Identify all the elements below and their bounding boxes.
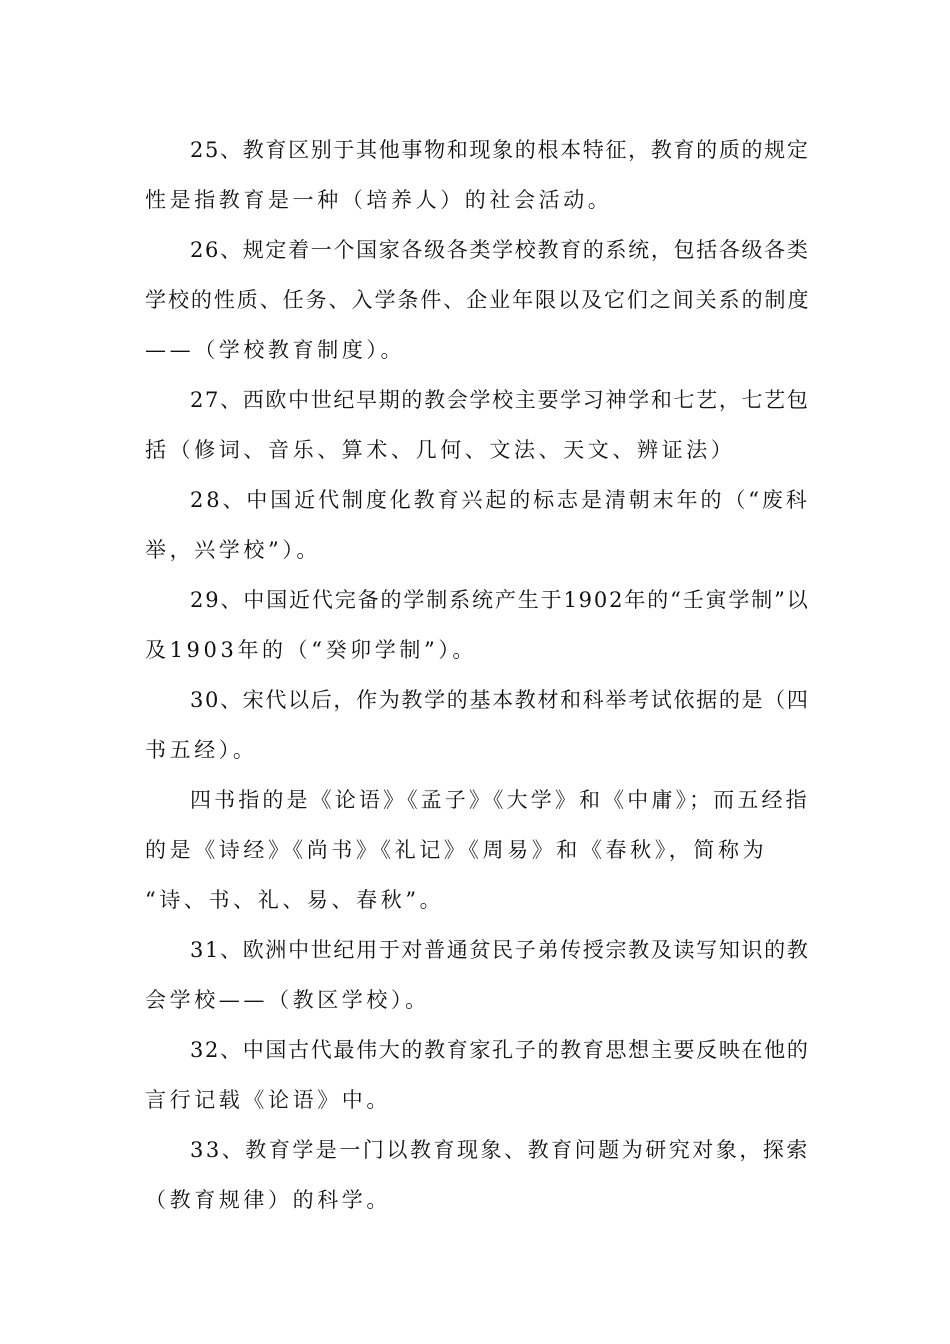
text-line: 学校的性质、任务、入学条件、企业年限以及它们之间关系的制度 [145,288,811,312]
text-line: ——（学校教育制度）。 [145,338,406,362]
text-line: 的是《诗经》《尚书》《礼记》《周易》和《春秋》，简称为 [145,838,768,862]
text-line: 书五经）。 [145,738,258,762]
text-line: 32、中国古代最伟大的教育家孔子的教育思想主要反映在他的 [190,1038,810,1062]
text-line: 及1903年的（“癸卯学制”）。 [145,638,478,662]
text-line: 性是指教育是一种（培养人）的社会活动。 [145,188,613,212]
text-line: 括（修词、音乐、算术、几何、文法、天文、辨证法） [145,438,736,462]
text-line: 31、欧洲中世纪用于对普通贫民子弟传授宗教及读写知识的教 [190,938,810,962]
text-line: 言行记载《论语》中。 [145,1088,391,1112]
text-line: 28、中国近代制度化教育兴起的标志是清朝末年的（“废科 [190,488,810,512]
text-line: 29、中国近代完备的学制系统产生于1902年的“壬寅学制”以 [190,588,810,612]
text-line: 27、西欧中世纪早期的教会学校主要学习神学和七艺，七艺包 [190,388,810,412]
text-line: “诗、书、礼、易、春秋”。 [145,888,445,912]
text-line: 30、宋代以后，作为教学的基本教材和科举考试依据的是（四 [190,688,810,712]
text-line: 33、教育学是一门以教育现象、教育问题为研究对象，探索 [190,1138,810,1162]
text-line: 举，兴学校”）。 [145,538,322,562]
text-line: 26、规定着一个国家各级各类学校教育的系统，包括各级各类 [190,238,810,262]
text-line: 会学校——（教区学校）。 [145,988,430,1012]
text-line: 四书指的是《论语》《孟子》《大学》和《中庸》；而五经指 [190,788,810,812]
text-line: （教育规律）的科学。 [145,1188,391,1212]
text-line: 25、教育区别于其他事物和现象的根本特征，教育的质的规定 [190,138,810,162]
